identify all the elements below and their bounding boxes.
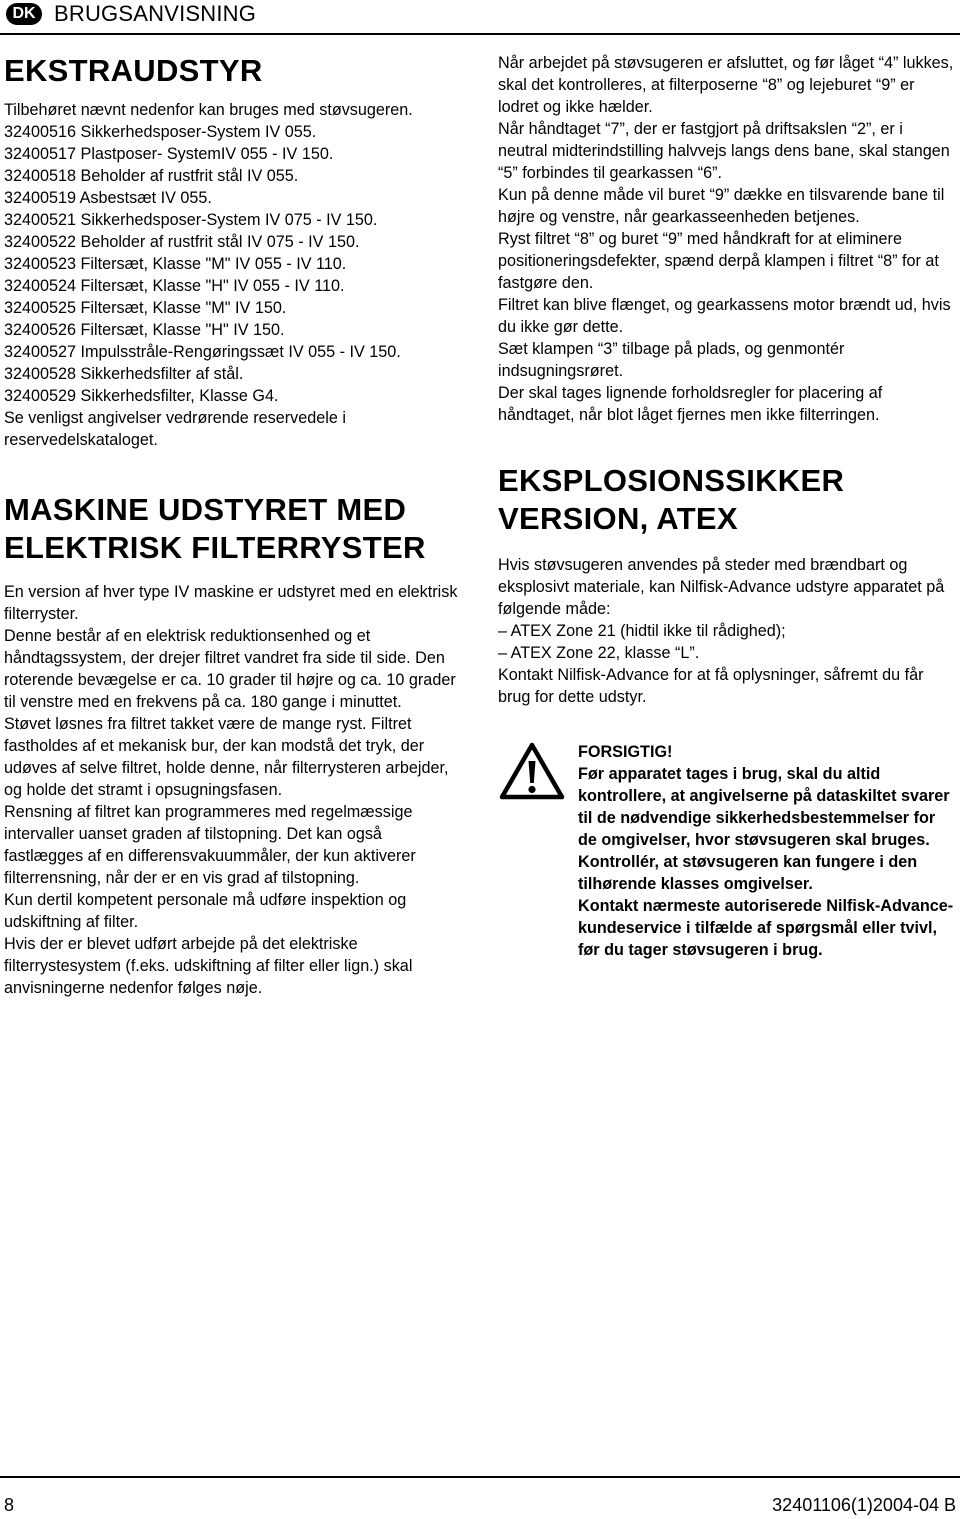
footer-divider xyxy=(0,1476,960,1478)
left-column xyxy=(4,52,464,999)
caution-text: Før apparatet tages i brug, skal du altid kontrollere, at angivelserne på dataskiltet svarer til de nødvendige sikkerhedsbestemmelser for de omgivelser, hvor støvsugeren skal bruges. xyxy=(578,765,950,849)
shaker-paragraph: Rensning af filtret kan programmeres med regelmæssige intervaller uanset graden af tilstopning. Det kan også fastlægges af en differensvakuummåler, der kun aktiverer filterrensning, når der er en vis grad af tilstopning. xyxy=(4,803,416,887)
caution-text: Kontakt nærmeste autoriserede Nilfisk-Advance-kundeservice i tilfælde af spørgsmål eller tvivl, før du tager støvsugeren i brug. xyxy=(578,897,954,959)
atex-contact: Kontakt Nilfisk-Advance for at få oplysninger, såfremt du får brug for dette udstyr. xyxy=(498,666,924,706)
instruction-paragraph: Kun på denne måde vil buret “9” dække en tilsvarende bane til højre og venstre, når gearkasseenheden betjenes. xyxy=(498,186,945,226)
atex-zone: – ATEX Zone 22, klasse “L”. xyxy=(498,644,700,662)
list-item: 32400529 Sikkerhedsfilter, Klasse G4. xyxy=(4,387,279,405)
list-item: 32400527 Impulsstråle-Rengøringssæt IV 055 - IV 150. xyxy=(4,343,401,361)
caution-text: Kontrollér, at støvsugeren kan fungere i den tilhørende klasses omgivelser. xyxy=(578,853,918,893)
instruction-paragraph: Når håndtaget “7”, der er fastgjort på driftsakslen “2”, er i neutral midterindstilling halvvejs langs dens bane, skal stangen “5” forbindes til gearkassen “6”. xyxy=(498,120,950,182)
caution-block xyxy=(498,741,956,961)
list-item: 32400516 Sikkerhedsposer-System IV 055. xyxy=(4,123,317,141)
page-number: 8 xyxy=(4,1495,15,1515)
list-item: 32400524 Filtersæt, Klasse "H" IV 055 - IV 110. xyxy=(4,277,345,295)
list-item: 32400518 Beholder af rustfrit stål IV 055. xyxy=(4,167,299,185)
instruction-paragraph: Der skal tages lignende forholdsregler for placering af håndtaget, når blot låget fjernes men ikke filterringen. xyxy=(498,384,883,424)
list-item: 32400528 Sikkerhedsfilter af stål. xyxy=(4,365,244,383)
right-column xyxy=(498,52,956,961)
atex-title-line: VERSION, ATEX xyxy=(498,501,738,536)
list-item: 32400521 Sikkerhedsposer-System IV 075 - IV 150. xyxy=(4,211,378,229)
atex-intro: Hvis støvsugeren anvendes på steder med brændbart og eksplosivt materiale, kan Nilfisk-Advance udstyre apparatet på følgende måde: xyxy=(498,556,945,618)
accessories-intro: Tilbehøret nævnt nedenfor kan bruges med støvsugeren. xyxy=(4,101,413,119)
document-type: BRUGSANVISNING xyxy=(54,1,257,26)
list-item: 32400525 Filtersæt, Klasse "M" IV 150. xyxy=(4,299,287,317)
list-item: 32400523 Filtersæt, Klasse "M" IV 055 - IV 110. xyxy=(4,255,347,273)
atex-title xyxy=(498,462,956,538)
document-code: 32401106(1)2004-04 B xyxy=(772,1495,956,1515)
shaker-paragraph: Kun dertil kompetent personale må udføre inspektion og udskiftning af filter. xyxy=(4,891,407,931)
shaker-paragraph: Støvet løsnes fra filtret takket være de mange ryst. Filtret fastholdes af et mekanisk bur, der kan modstå det tryk, der udøves af selve filtret, holde denne, når filterrysteren arbejder, og holde det stramt i opsugningsfasen. xyxy=(4,715,449,799)
list-item: 32400522 Beholder af rustfrit stål IV 075 - IV 150. xyxy=(4,233,360,251)
atex-title-line: EKSPLOSIONSSIKKER xyxy=(498,463,845,498)
instruction-paragraph: Filtret kan blive flænget, og gearkassens motor brændt ud, hvis du ikke gør dette. xyxy=(498,296,951,336)
list-item: 32400526 Filtersæt, Klasse "H" IV 150. xyxy=(4,321,285,339)
warning-triangle-icon xyxy=(498,741,566,801)
list-item: 32400519 Asbestsæt IV 055. xyxy=(4,189,212,207)
spare-parts-note: Se venligst angivelser vedrørende reservedele i reservedelskataloget. xyxy=(4,409,346,449)
accessories-title: EKSTRAUDSTYR xyxy=(4,53,263,88)
caution-heading: FORSIGTIG! xyxy=(578,743,673,761)
filter-shaker-title: MASKINE UDSTYRET MED ELEKTRISK FILTERRYSTER xyxy=(4,492,426,565)
shaker-paragraph: En version af hver type IV maskine er udstyret med en elektrisk filterryster. xyxy=(4,583,458,623)
shaker-paragraph: Hvis der er blevet udført arbejde på det elektriske filterrystesystem (f.eks. udskiftning af filter eller lign.) skal anvisningerne nedenfor følges nøje. xyxy=(4,935,413,997)
page-header xyxy=(0,0,960,34)
language-badge: DK xyxy=(6,3,42,25)
instruction-paragraph: Når arbejdet på støvsugeren er afsluttet, og før låget “4” lukkes, skal det kontrolleres, at filterposerne “8” og lejeburet “9” er lodret og ikke hælder. xyxy=(498,54,954,116)
shaker-paragraph: Denne består af en elektrisk reduktionsenhed og et håndtagssystem, der drejer filtret vandret fra side til side. Den roterende bevægelse er ca. 10 grader til højre og ca. 10 grader til venstre med en frekvens på ca. 180 gange i minuttet. xyxy=(4,627,456,711)
list-item: 32400517 Plastposer- SystemIV 055 - IV 150. xyxy=(4,145,334,163)
atex-zone: – ATEX Zone 21 (hidtil ikke til rådighed); xyxy=(498,622,786,640)
instruction-paragraph: Sæt klampen “3” tilbage på plads, og genmontér indsugningsrøret. xyxy=(498,340,845,380)
instruction-paragraph: Ryst filtret “8” og buret “9” med håndkraft for at eliminere positioneringsdefekter, spænd derpå klampen i filtret “8” for at fastgøre den. xyxy=(498,230,939,292)
accessories-list xyxy=(4,121,464,407)
header-divider xyxy=(0,33,960,35)
